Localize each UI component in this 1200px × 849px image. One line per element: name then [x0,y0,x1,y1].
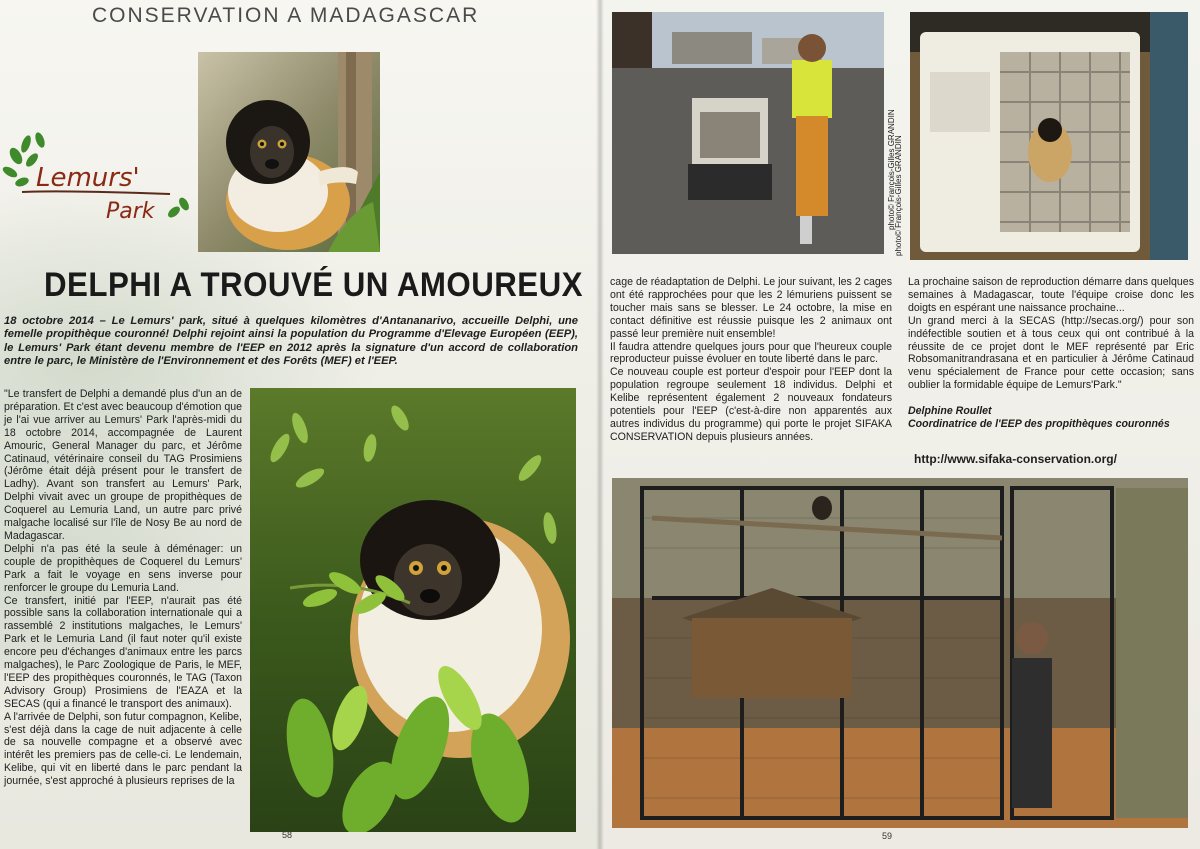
right-page [600,0,1200,849]
page-number-right: 59 [882,831,893,841]
right-column-text [908,276,1194,431]
paragraph: A l'arrivée de Delphi, son futur compagnon, Kelibe, s'est déjà dans la cage de nuit adjacente à celle de sa nouvelle compagne et a observé avec intérêt les premiers pas de celle-ci. Le lendemain, Kelibe, qui vit en liberté dans le parc pendant la journée, s'est approché à plusieurs reprises de la [4,710,242,788]
book-spine [596,0,604,849]
intro-paragraph: 18 octobre 2014 – Le Lemurs' park, situé à quelques kilomètres d'Antananarivo, accueille Delphi, une femelle propithèque couronné! Delphi rejoint ainsi la population du Programme d'Elevage Européen (EEP), le Lemurs' Park étant devenu membre de l'EEP en 2012 après la signature d'un accord de collaboration entre le parc, le Ministère de l'Environnement et des Forêts (MEF) et l'EEP. [4,315,578,368]
logo-line2: Park [106,199,155,224]
paragraph: Un grand merci à la SECAS (http://secas.org/) pour son indéfectible soutien et à tous ceux qui ont contribué à la réussite de ce projet dont le MEF représenté par Eric Robsomanitrandrasana et en particulier à Jérôme Catinaud venu spécialement de France pour cette occasion; sans oublier la formidable équipe de Lemurs'Park." [908,314,1194,392]
headline: DELPHI A TROUVÉ UN AMOUREUX [44,266,583,304]
signature-name: Delphine Roullet [908,405,992,418]
cart-crate-photo [612,12,884,254]
paragraph: Il faudra attendre quelques jours pour que l'heureux couple reproducteur puisse évoluer en toute liberté dans le parc. [610,340,892,366]
photo-credit: photo© François-Gilles GRANDIN [894,135,903,256]
signature-role: Coordinatrice de l'EEP des propithèques couronnés [908,418,1170,431]
website-link[interactable]: http://www.sifaka-conservation.org/ [914,452,1117,466]
sifaka-tree-photo [198,52,380,252]
page-number-left: 58 [282,830,293,840]
middle-column-text [610,276,892,444]
logo-line1: Lemurs' [36,163,140,193]
paragraph: cage de réadaptation de Delphi. Le jour suivant, les 2 cages ont été rapprochées pour que les 2 lémuriens puissent se toucher mais sans se blesser. Le 24 octobre, la mise en contact définitive est réussie puisque les 2 animaux ont passé leur première nuit ensemble! [610,276,892,340]
paragraph: La prochaine saison de reproduction démarre dans quelques semaines à Madagascar, toute l'équipe croise donc les doigts en espérant une naissance prochaine... [908,276,1194,314]
lemurs-park-logo [2,132,192,228]
paragraph: Ce nouveau couple est porteur d'espoir pour l'EEP dont la population regroupe seulement 18 individus. Delphi et Kelibe représentent également 2 nouveaux fondateurs potentiels pour l'EEP (c'est-à-dire non apparentés aux autres individus du programme) qui porte le projet SIFAKA CONSERVATION depuis plusieurs années. [610,366,892,443]
paragraph: Delphi n'a pas été la seule à déménager: un couple de propithèques de Coquerel du Lemurs' Park a fait le voyage en sens inverse pour renforcer le groupe du Lemuria Land. [4,542,242,594]
enclosure-photo [612,478,1188,828]
section-title: CONSERVATION A MADAGASCAR [92,4,480,27]
sifaka-eating-photo [250,388,576,832]
paragraph: Ce transfert, initié par l'EEP, n'aurait pas été possible sans la collaboration internationale qui a rassemblé 2 institutions malgaches, le Lemurs' Park et le Lemuria Land (il faut noter qu'il existe encore peu d'échanges d'animaux entre les parcs malgaches), le Parc Zoologique de Paris, le MEF, l'EEP des propithèques couronnés, le TAG (Taxon Advisory Group) Prosimiens de l'EAZA et la SECAS (qui a financé le transport des animaux). [4,594,242,710]
photo-credit: photo© François-Gilles GRANDIN [887,109,896,230]
left-column-text [4,388,242,788]
paragraph: "Le transfert de Delphi a demandé plus d'un an de préparation. Et c'est avec beaucoup d'émotion que je l'ai vue arriver au Lemurs' Park l'après-midi du 18 octobre 2014, accompagnée de Laurent Amouric, General Manager du parc, et Jérôme Catinaud, vétérinaire conseil du TAG Prosimiens (Jérôme était déjà présent pour le transfert de Ladhy). Avant son transfert au Lemurs' Park, Delphi vivait avec un groupe de propithèques de Coquerel au Lemuria Land, un autre parc privé malgache localisé sur l'île de Nosy Be au nord de Madagascar. [4,388,242,542]
crate-sifaka-photo [910,12,1188,260]
